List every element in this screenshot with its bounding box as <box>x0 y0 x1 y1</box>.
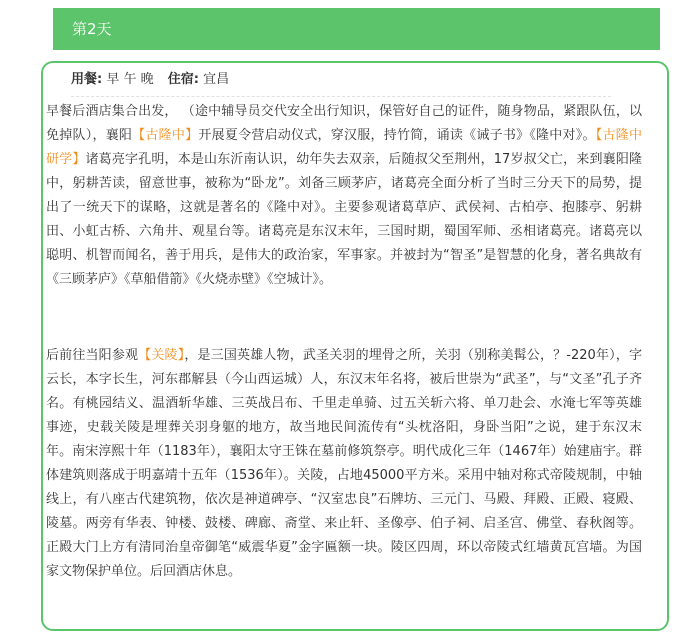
description-paragraph <box>46 344 642 584</box>
paragraph-text: 早餐后酒店集合出发， （途中辅导员交代安全出行知识，保管好自己的证件，随身物品，紧跟队伍，以免掉队），襄阳 <box>46 104 642 143</box>
hotel-label: 住宿: <box>167 72 199 87</box>
highlight-place-name: 【古隆中】 <box>132 128 199 143</box>
highlight-place-name: 【古隆中研学】 <box>46 128 642 167</box>
meta-row <box>71 70 611 97</box>
day-title: 第2天 <box>72 20 112 38</box>
description-paragraph <box>46 100 642 292</box>
paragraph-text: ，是三国英雄人物，武圣关羽的埋骨之所，关羽（别称美髯公，？-220年），字云长，本字长生，河东郡解县（今山西运城）人，东汉末年名将，被后世崇为“武圣”，与“文圣”孔子齐名。有桃园结义、温酒斩华雄、三英战吕布、千里走单骑、过五关斩六将、单刀赴会、水淹七军等英雄事迹，史载关陵是埋葬关羽身躯的地方，故当地民间流传有“头枕洛阳，身卧当阳”之说，建于东汉末年。南宋淳熙十年（1183年），襄阳太守王铢在墓前修筑祭亭。明代成化三年（1467年）始建庙宇。群体建筑则落成于明嘉靖十五年（1536年）。关陵，占地45000平方米。采用中轴对称式帝陵规制，中轴线上，有八座古代建筑物，依次是神道碑亭、“汉室忠良”石牌坊、三元门、马殿、拜殿、正殿、寝殿、陵墓。两旁有华表、钟楼、鼓楼、碑廊、斋堂、来止轩、圣像亭、伯子祠、启圣宫、佛堂、春秋阁等。正殿大门上方有清同治皇帝御笔“威震华夏”金字匾额一块。陵区四周，环以帝陵式红墙黄瓦宫墙。为国家文物保护单位。后回酒店休息。 <box>46 348 642 579</box>
hotel-value: 宜昌 <box>203 72 230 87</box>
day-header <box>53 8 660 50</box>
paragraph-text: 诸葛亮字孔明，本是山东沂南认识，幼年失去双亲，后随叔父至荆州，17岁叔父亡，来到襄阳隆中，躬耕苦读，留意世事，被称为“卧龙”。刘备三顾茅庐，诸葛亮全面分析了当时三分天下的局势，提出了一统天下的谋略，这就是著名的《隆中对》。主要参观诸葛草庐、武侯祠、古柏亭、抱膝亭、躬耕田、小虹古桥、六角井、观星台等。诸葛亮是东汉末年，三国时期，蜀国军师、丞相诸葛亮。诸葛亮以聪明、机智而闻名，善于用兵，是伟大的政治家，军事家。并被封为“智圣”是智慧的化身，著名典故有《三顾茅庐》《草船借箭》《火烧赤壁》《空城计》。 <box>46 152 642 287</box>
paragraph-text: 开展夏令营启动仪式，穿汉服，持竹简，诵读《诫子书》《隆中对》。 <box>198 128 596 143</box>
meals-label: 用餐: <box>71 72 103 87</box>
meals-value: 早 午 晚 <box>106 72 154 87</box>
paragraph-text: 后前往当阳参观 <box>46 348 139 363</box>
highlight-place-name: 【关陵】 <box>138 348 185 363</box>
